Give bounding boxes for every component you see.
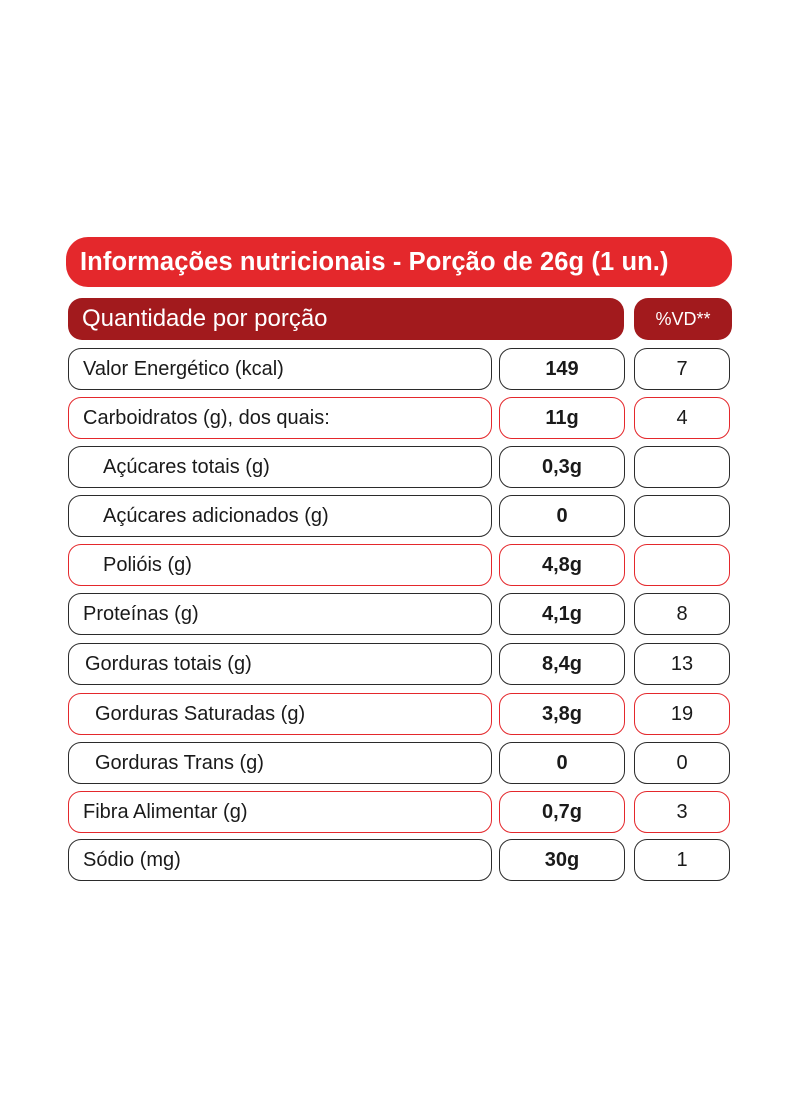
row-quantity: 0,7g <box>499 791 625 833</box>
table-title: Informações nutricionais - Porção de 26g (1 un.) <box>80 247 669 276</box>
row-name: Gorduras Trans (g) <box>68 742 492 784</box>
row-name: Fibra Alimentar (g) <box>68 791 492 833</box>
row-vd: 3 <box>634 791 730 833</box>
row-quantity: 8,4g <box>499 643 625 685</box>
row-vd <box>634 495 730 537</box>
row-vd: 7 <box>634 348 730 390</box>
quantity-header-label: Quantidade por porção <box>82 305 328 332</box>
table-row <box>0 693 800 735</box>
row-quantity: 0,3g <box>499 446 625 488</box>
row-name: Açúcares totais (g) <box>68 446 492 488</box>
table-row <box>0 495 800 537</box>
row-name: Proteínas (g) <box>68 593 492 635</box>
quantity-header <box>68 298 624 340</box>
table-row <box>0 446 800 488</box>
row-quantity: 149 <box>499 348 625 390</box>
row-name: Açúcares adicionados (g) <box>68 495 492 537</box>
row-name: Gorduras totais (g) <box>68 643 492 685</box>
title-bar <box>66 237 732 287</box>
table-row <box>0 742 800 784</box>
row-quantity: 0 <box>499 742 625 784</box>
row-vd: 1 <box>634 839 730 881</box>
table-row <box>0 593 800 635</box>
table-row <box>0 791 800 833</box>
table-row <box>0 643 800 685</box>
table-row <box>0 839 800 881</box>
row-vd <box>634 544 730 586</box>
table-row <box>0 348 800 390</box>
row-vd: 0 <box>634 742 730 784</box>
row-vd: 8 <box>634 593 730 635</box>
row-name: Sódio (mg) <box>68 839 492 881</box>
row-quantity: 0 <box>499 495 625 537</box>
row-name: Gorduras Saturadas (g) <box>68 693 492 735</box>
row-quantity: 11g <box>499 397 625 439</box>
row-name: Polióis (g) <box>68 544 492 586</box>
table-row <box>0 397 800 439</box>
row-vd: 19 <box>634 693 730 735</box>
row-name: Carboidratos (g), dos quais: <box>68 397 492 439</box>
table-row <box>0 544 800 586</box>
row-vd <box>634 446 730 488</box>
row-quantity: 3,8g <box>499 693 625 735</box>
row-vd: 13 <box>634 643 730 685</box>
row-quantity: 4,8g <box>499 544 625 586</box>
vd-header-label: %VD** <box>655 308 711 329</box>
row-name: Valor Energético (kcal) <box>68 348 492 390</box>
row-quantity: 4,1g <box>499 593 625 635</box>
row-quantity: 30g <box>499 839 625 881</box>
vd-header <box>634 298 732 340</box>
row-vd: 4 <box>634 397 730 439</box>
